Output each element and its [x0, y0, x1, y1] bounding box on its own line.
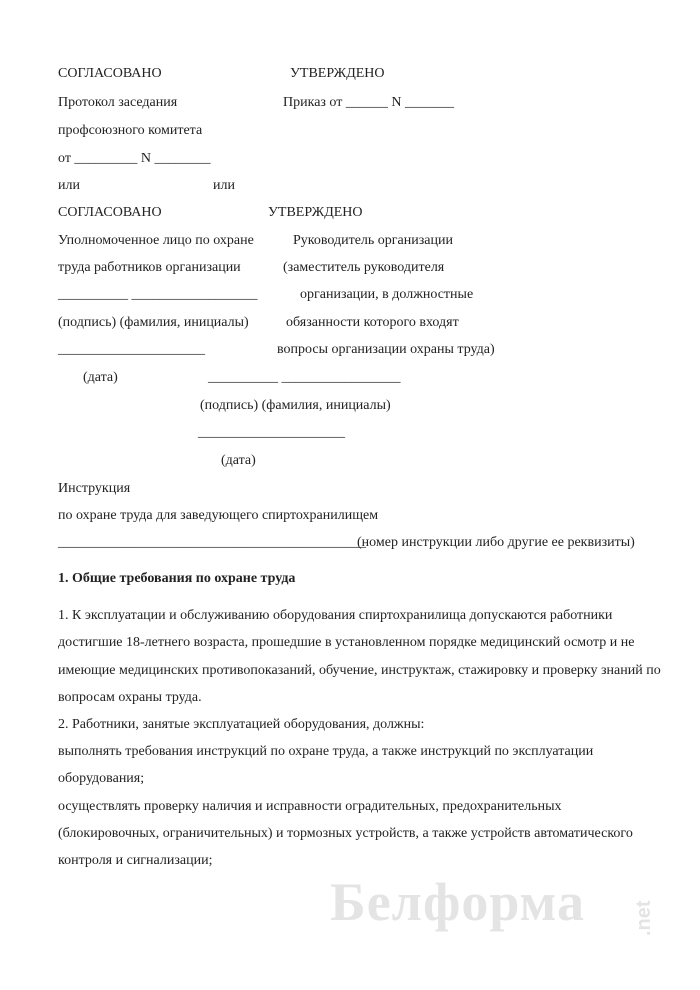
instruction-subtitle: по охране труда для заведующего спиртохранилищем	[58, 508, 379, 523]
agreed-heading-1: СОГЛАСОВАНО	[58, 66, 162, 81]
signature-caption-left: (подпись) (фамилия, инициалы)	[58, 315, 249, 330]
date-caption-left: (дата)	[83, 370, 118, 385]
approved-heading-1: УТВЕРЖДЕНО	[290, 66, 385, 81]
agreed-heading-2: СОГЛАСОВАНО	[58, 205, 162, 220]
date-caption-right: (дата)	[221, 453, 256, 468]
watermark-domain: .net	[633, 900, 655, 936]
head-line-3: организации, в должностные	[300, 287, 474, 302]
section-line: (блокировочных, ограничительных) и тормозных устройств, а также устройств автоматического	[58, 826, 633, 841]
approved-heading-2: УТВЕРЖДЕНО	[268, 205, 363, 220]
section-line: вопросам охраны труда.	[58, 690, 202, 705]
section-line: осуществлять проверку наличия и исправности оградительных, предохранительных	[58, 799, 562, 814]
signature-blank-right: __________ _________________	[208, 370, 401, 385]
protocol-line-2: профсоюзного комитета	[58, 123, 203, 138]
section-line: 2. Работники, занятые эксплуатацией оборудования, должны:	[58, 717, 425, 732]
head-line-5: вопросы организации охраны труда)	[277, 342, 495, 357]
date-blank-left: _____________________	[58, 342, 205, 357]
section-heading: 1. Общие требования по охране труда	[58, 571, 296, 586]
authorized-line-1: Уполномоченное лицо по охране	[58, 233, 254, 248]
section-line: 1. К эксплуатации и обслуживанию оборудования спиртохранилища допускаются работники	[58, 608, 613, 623]
section-line: достигшие 18-летнего возраста, прошедшие в установленном порядке медицинский осмотр и не	[58, 635, 635, 650]
signature-caption-right: (подпись) (фамилия, инициалы)	[200, 398, 391, 413]
requisites-caption: (номер инструкции либо другие ее реквизиты)	[357, 535, 635, 550]
section-line: оборудования;	[58, 771, 145, 786]
head-line-4: обязанности которого входят	[286, 315, 459, 330]
authorized-line-2: труда работников организации	[58, 260, 241, 275]
or-right: или	[213, 178, 235, 193]
date-blank-right: _____________________	[198, 425, 345, 440]
watermark-logo: Белформа	[330, 872, 585, 932]
section-line: контроля и сигнализации;	[58, 853, 213, 868]
instruction-title: Инструкция	[58, 481, 131, 496]
head-line-2: (заместитель руководителя	[283, 260, 445, 275]
signature-blank-left: __________ __________________	[58, 287, 258, 302]
protocol-line-1: Протокол заседания	[58, 95, 178, 110]
head-line-1: Руководитель организации	[293, 233, 453, 248]
order-line: Приказ от ______ N _______	[283, 95, 454, 110]
section-line: имеющие медицинских противопоказаний, обучение, инструктаж, стажировку и проверку знаний по	[58, 663, 661, 678]
protocol-date-line: от _________ N ________	[58, 151, 211, 166]
section-line: выполнять требования инструкций по охране труда, а также инструкций по эксплуатации	[58, 744, 594, 759]
requisites-blank: ____________________________________________	[58, 535, 366, 550]
or-left: или	[58, 178, 80, 193]
